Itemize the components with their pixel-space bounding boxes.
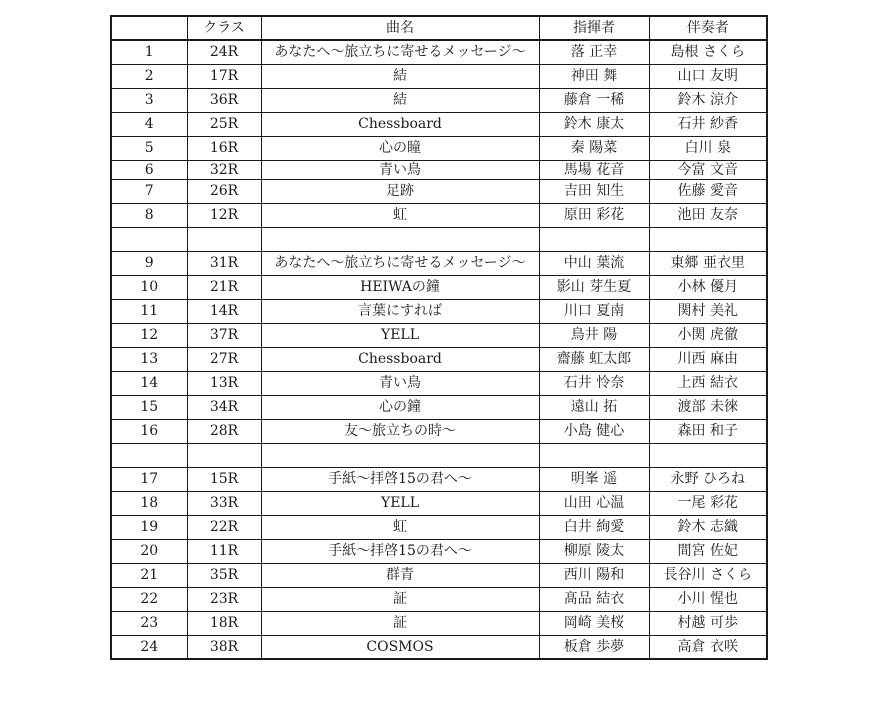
table-row xyxy=(111,64,767,88)
table-row xyxy=(111,395,767,419)
cell-class: 14R xyxy=(187,299,261,323)
header-number xyxy=(111,16,187,40)
cell-class: 28R xyxy=(187,419,261,443)
table-row xyxy=(111,136,767,160)
cell-song: あなたへ～旅立ちに寄せるメッセージ～ xyxy=(261,251,539,275)
cell-number: 9 xyxy=(111,251,187,275)
cell-song: YELL xyxy=(261,323,539,347)
cell-number: 1 xyxy=(111,40,187,64)
cell-song: 心の瞳 xyxy=(261,136,539,160)
cell-conductor: 秦 陽菜 xyxy=(539,136,649,160)
cell-song: 結 xyxy=(261,88,539,112)
cell-accompanist: 石井 紗香 xyxy=(649,112,767,136)
cell-class: 32R xyxy=(187,160,261,179)
cell-number: 21 xyxy=(111,563,187,587)
cell-class: 22R xyxy=(187,515,261,539)
cell-number: 4 xyxy=(111,112,187,136)
header-accompanist: 伴奏者 xyxy=(649,16,767,40)
cell-number: 6 xyxy=(111,160,187,179)
empty-cell xyxy=(187,227,261,251)
cell-conductor: 明峯 遥 xyxy=(539,467,649,491)
table-row xyxy=(111,347,767,371)
cell-number: 11 xyxy=(111,299,187,323)
cell-song: 虹 xyxy=(261,203,539,227)
cell-accompanist: 小林 優月 xyxy=(649,275,767,299)
cell-accompanist: 今富 文音 xyxy=(649,160,767,179)
table-row xyxy=(111,515,767,539)
cell-conductor: 川口 夏南 xyxy=(539,299,649,323)
cell-conductor: 白井 絢愛 xyxy=(539,515,649,539)
header-song: 曲名 xyxy=(261,16,539,40)
cell-conductor: 藤倉 一稀 xyxy=(539,88,649,112)
table-row xyxy=(111,40,767,64)
cell-conductor: 原田 彩花 xyxy=(539,203,649,227)
cell-class: 38R xyxy=(187,635,261,659)
cell-song: YELL xyxy=(261,491,539,515)
group-separator-row xyxy=(111,443,767,467)
cell-class: 24R xyxy=(187,40,261,64)
cell-class: 15R xyxy=(187,467,261,491)
cell-number: 19 xyxy=(111,515,187,539)
cell-number: 3 xyxy=(111,88,187,112)
cell-conductor: 中山 葉流 xyxy=(539,251,649,275)
cell-number: 15 xyxy=(111,395,187,419)
empty-cell xyxy=(187,443,261,467)
cell-class: 36R xyxy=(187,88,261,112)
cell-accompanist: 池田 友奈 xyxy=(649,203,767,227)
table-row xyxy=(111,611,767,635)
cell-accompanist: 村越 可歩 xyxy=(649,611,767,635)
cell-class: 33R xyxy=(187,491,261,515)
cell-song: あなたへ～旅立ちに寄せるメッセージ～ xyxy=(261,40,539,64)
cell-class: 12R xyxy=(187,203,261,227)
header-class: クラス xyxy=(187,16,261,40)
table-row xyxy=(111,371,767,395)
cell-conductor: 鳥井 陽 xyxy=(539,323,649,347)
cell-conductor: 板倉 歩夢 xyxy=(539,635,649,659)
cell-song: 青い鳥 xyxy=(261,160,539,179)
cell-accompanist: 鈴木 志織 xyxy=(649,515,767,539)
cell-accompanist: 上西 結衣 xyxy=(649,371,767,395)
cell-class: 37R xyxy=(187,323,261,347)
empty-cell xyxy=(649,227,767,251)
cell-number: 7 xyxy=(111,179,187,203)
table-row xyxy=(111,88,767,112)
header-conductor: 指揮者 xyxy=(539,16,649,40)
cell-conductor: 小島 健心 xyxy=(539,419,649,443)
cell-number: 16 xyxy=(111,419,187,443)
cell-class: 27R xyxy=(187,347,261,371)
group-separator-row xyxy=(111,227,767,251)
cell-number: 20 xyxy=(111,539,187,563)
cell-conductor: 鈴木 康太 xyxy=(539,112,649,136)
empty-cell xyxy=(539,227,649,251)
cell-accompanist: 白川 泉 xyxy=(649,136,767,160)
cell-number: 13 xyxy=(111,347,187,371)
table-row xyxy=(111,275,767,299)
table-row xyxy=(111,587,767,611)
cell-accompanist: 東郷 亜衣里 xyxy=(649,251,767,275)
table-row xyxy=(111,203,767,227)
cell-class: 17R xyxy=(187,64,261,88)
cell-conductor: 柳原 陵太 xyxy=(539,539,649,563)
cell-class: 13R xyxy=(187,371,261,395)
cell-conductor: 山田 心温 xyxy=(539,491,649,515)
cell-number: 18 xyxy=(111,491,187,515)
cell-accompanist: 小関 虎徹 xyxy=(649,323,767,347)
table-body xyxy=(111,40,767,659)
cell-number: 22 xyxy=(111,587,187,611)
cell-song: 手紙～拝啓15の君へ～ xyxy=(261,539,539,563)
cell-accompanist: 森田 和子 xyxy=(649,419,767,443)
cell-conductor: 影山 芽生夏 xyxy=(539,275,649,299)
cell-song: HEIWAの鐘 xyxy=(261,275,539,299)
cell-song: 言葉にすれば xyxy=(261,299,539,323)
cell-conductor: 馬場 花音 xyxy=(539,160,649,179)
cell-accompanist: 川西 麻由 xyxy=(649,347,767,371)
cell-accompanist: 小川 惺也 xyxy=(649,587,767,611)
empty-cell xyxy=(111,443,187,467)
cell-class: 21R xyxy=(187,275,261,299)
table-row xyxy=(111,491,767,515)
cell-song: 結 xyxy=(261,64,539,88)
cell-conductor: 落 正幸 xyxy=(539,40,649,64)
cell-number: 2 xyxy=(111,64,187,88)
cell-song: 青い鳥 xyxy=(261,371,539,395)
cell-accompanist: 間宮 佐妃 xyxy=(649,539,767,563)
cell-class: 11R xyxy=(187,539,261,563)
cell-number: 17 xyxy=(111,467,187,491)
cell-accompanist: 鈴木 涼介 xyxy=(649,88,767,112)
cell-class: 18R xyxy=(187,611,261,635)
empty-cell xyxy=(649,443,767,467)
cell-accompanist: 佐藤 愛音 xyxy=(649,179,767,203)
cell-song: 手紙～拝啓15の君へ～ xyxy=(261,467,539,491)
table-row xyxy=(111,160,767,179)
empty-cell xyxy=(539,443,649,467)
cell-song: 心の鐘 xyxy=(261,395,539,419)
cell-conductor: 石井 怜奈 xyxy=(539,371,649,395)
cell-song: 虹 xyxy=(261,515,539,539)
cell-accompanist: 長谷川 さくら xyxy=(649,563,767,587)
cell-conductor: 髙品 結衣 xyxy=(539,587,649,611)
cell-number: 10 xyxy=(111,275,187,299)
cell-class: 34R xyxy=(187,395,261,419)
cell-conductor: 吉田 知生 xyxy=(539,179,649,203)
empty-cell xyxy=(261,443,539,467)
table-row xyxy=(111,179,767,203)
table-row xyxy=(111,323,767,347)
cell-song: 証 xyxy=(261,611,539,635)
cell-class: 35R xyxy=(187,563,261,587)
cell-class: 23R xyxy=(187,587,261,611)
table-row xyxy=(111,251,767,275)
cell-conductor: 西川 陽和 xyxy=(539,563,649,587)
cell-song: Chessboard xyxy=(261,347,539,371)
cell-number: 23 xyxy=(111,611,187,635)
cell-number: 24 xyxy=(111,635,187,659)
cell-class: 25R xyxy=(187,112,261,136)
cell-conductor: 遠山 拓 xyxy=(539,395,649,419)
cell-number: 5 xyxy=(111,136,187,160)
table-row xyxy=(111,635,767,659)
cell-accompanist: 関村 美礼 xyxy=(649,299,767,323)
cell-song: 群青 xyxy=(261,563,539,587)
table-header xyxy=(111,16,767,40)
cell-accompanist: 山口 友明 xyxy=(649,64,767,88)
cell-song: 足跡 xyxy=(261,179,539,203)
table-row xyxy=(111,419,767,443)
cell-number: 14 xyxy=(111,371,187,395)
cell-song: COSMOS xyxy=(261,635,539,659)
empty-cell xyxy=(111,227,187,251)
cell-song: 証 xyxy=(261,587,539,611)
cell-conductor: 神田 舞 xyxy=(539,64,649,88)
cell-accompanist: 永野 ひろね xyxy=(649,467,767,491)
cell-class: 16R xyxy=(187,136,261,160)
performance-order-table xyxy=(110,15,768,660)
cell-accompanist: 島根 さくら xyxy=(649,40,767,64)
table-row xyxy=(111,467,767,491)
cell-accompanist: 一尾 彩花 xyxy=(649,491,767,515)
cell-conductor: 岡崎 美桜 xyxy=(539,611,649,635)
header-row xyxy=(111,16,767,40)
cell-accompanist: 渡部 未徠 xyxy=(649,395,767,419)
table-row xyxy=(111,539,767,563)
cell-accompanist: 高倉 衣咲 xyxy=(649,635,767,659)
table-row xyxy=(111,563,767,587)
cell-conductor: 齋藤 虹太郎 xyxy=(539,347,649,371)
cell-song: 友～旅立ちの時～ xyxy=(261,419,539,443)
table-row xyxy=(111,112,767,136)
empty-cell xyxy=(261,227,539,251)
table-row xyxy=(111,299,767,323)
cell-song: Chessboard xyxy=(261,112,539,136)
cell-class: 31R xyxy=(187,251,261,275)
cell-class: 26R xyxy=(187,179,261,203)
cell-number: 8 xyxy=(111,203,187,227)
cell-number: 12 xyxy=(111,323,187,347)
